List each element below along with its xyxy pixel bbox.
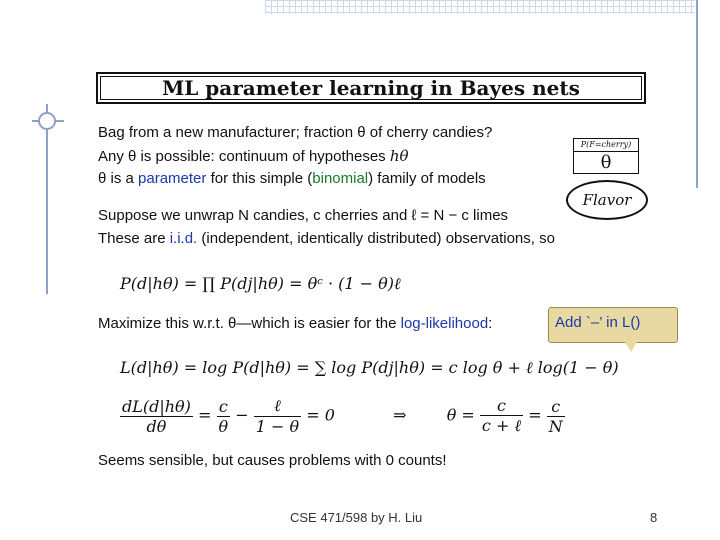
cpt-value: θ bbox=[600, 152, 612, 173]
fraction-c-n: $\frac{c}{N}$ bbox=[548, 396, 563, 436]
decorative-grid bbox=[265, 0, 695, 14]
fraction-c-cl: $\frac{c}{\text{c + ℓ}}$ bbox=[481, 396, 522, 435]
hypothesis-symbol: hθ bbox=[389, 147, 409, 165]
derivative-equation: $\frac{dL(d|h\theta)}{d\theta}$ = $\frac{c}{\theta}$ − $\frac{\text{ℓ}}{1 - \theta}$ = 0 ⇒ θ = $\frac{c}{\text{c + ℓ}}$ = $\frac{c}{N}$ bbox=[122, 396, 563, 436]
iid-term: i.i.d. bbox=[169, 230, 198, 247]
derivative-numerator: dL(d|hθ) bbox=[122, 396, 191, 416]
equals-zero: = 0 bbox=[306, 405, 335, 425]
page-number: 8 bbox=[650, 510, 658, 525]
implies-arrow: ⇒ bbox=[393, 405, 407, 425]
fraction-c-theta: $\frac{c}{\theta}$ bbox=[218, 396, 229, 436]
log-likelihood-equation: L(d|hθ) = log P(d|hθ) = ∑ log P(dj|hθ) = c log θ + ℓ log(1 − θ) bbox=[120, 358, 619, 377]
slide-title: ML parameter learning in Bayes nets bbox=[162, 76, 580, 100]
binomial-term: binomial bbox=[312, 170, 369, 187]
annotation-callout bbox=[548, 307, 678, 343]
fraction-l-theta: $\frac{\text{ℓ}}{1 - \theta}$ bbox=[255, 396, 300, 436]
text-line-3 bbox=[98, 170, 486, 187]
text-line-3c: for this simple ( bbox=[206, 170, 313, 187]
decorative-circle bbox=[38, 112, 56, 130]
text-line-6a: Maximize this w.r.t. θ—which is easier for the bbox=[98, 315, 401, 332]
text-line-5 bbox=[98, 230, 555, 247]
text-line-6 bbox=[98, 315, 492, 332]
derivative-rest: = bbox=[198, 405, 217, 425]
derivative-fraction bbox=[120, 397, 193, 436]
callout-tail bbox=[625, 342, 637, 352]
footer-course: CSE 471/598 by H. Liu bbox=[290, 510, 423, 525]
text-line-6c: : bbox=[488, 315, 493, 332]
text-line-2a: Any θ is possible: continuum of hypotheses bbox=[98, 148, 390, 165]
text-line-4: Suppose we unwrap N candies, c cherries and ℓ = N − c limes bbox=[98, 207, 509, 224]
cpt-header: P(F=cherry) bbox=[574, 139, 638, 152]
text-line-1: Bag from a new manufacturer; fraction θ of cherry candies? bbox=[98, 124, 493, 141]
text-line-3a: θ is a bbox=[98, 170, 139, 187]
text-line-2 bbox=[98, 147, 409, 165]
text-line-5c: (independent, identically distributed) observations, so bbox=[197, 230, 555, 247]
text-line-5a: These are bbox=[98, 230, 170, 247]
derivative-denominator: dθ bbox=[146, 416, 167, 436]
log-likelihood-term: log-likelihood bbox=[400, 315, 489, 332]
decorative-line-left bbox=[46, 104, 48, 294]
cpt-table bbox=[573, 138, 639, 174]
callout-text: Add `–’ in L() bbox=[555, 314, 641, 331]
flavor-node: Flavor bbox=[566, 180, 648, 220]
text-line-3e: ) family of models bbox=[368, 170, 486, 187]
parameter-term: parameter bbox=[138, 170, 207, 187]
text-line-7: Seems sensible, but causes problems with 0 counts! bbox=[98, 452, 447, 469]
decorative-line-right bbox=[696, 0, 698, 188]
likelihood-equation: P(d|hθ) = ∏ P(dj|hθ) = θᶜ · (1 − θ)ℓ bbox=[120, 274, 401, 293]
